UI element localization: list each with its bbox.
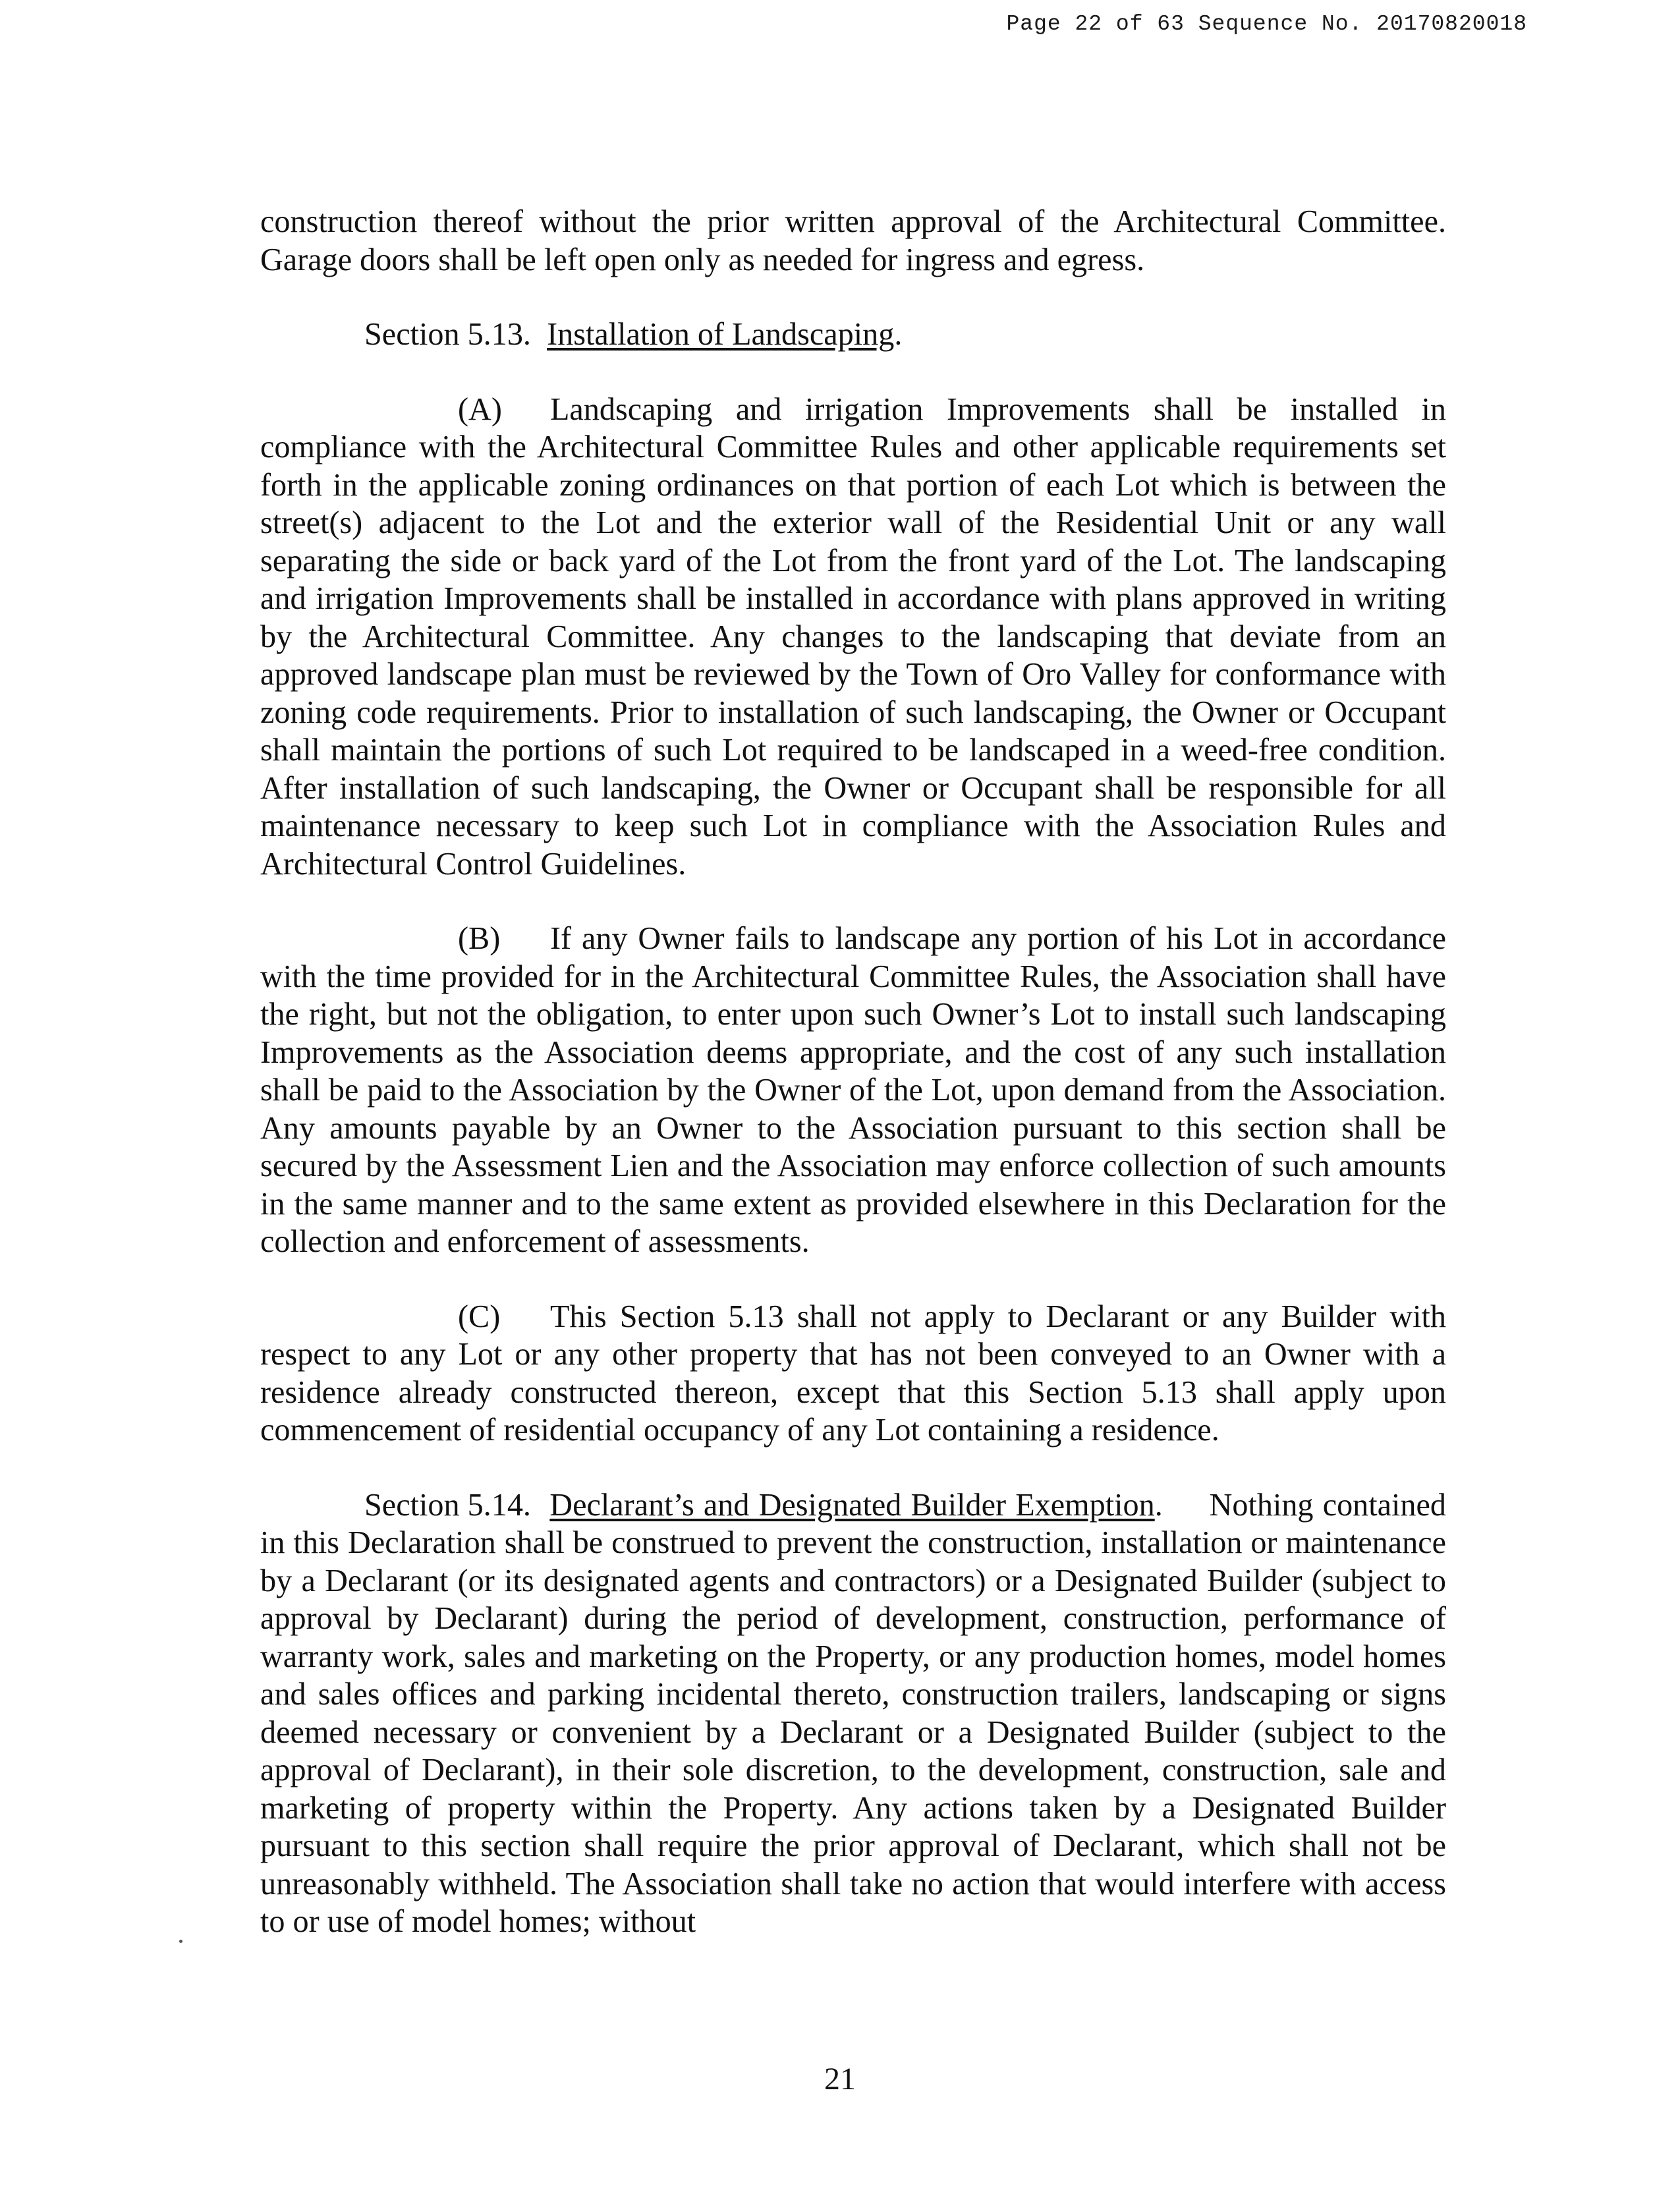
section-label: Section 5.13. bbox=[364, 317, 531, 352]
subsection-label: (C) bbox=[458, 1299, 501, 1334]
page-sequence-header: Page 22 of 63 Sequence No. 20170820018 bbox=[1006, 12, 1527, 36]
page-number: 21 bbox=[824, 2062, 856, 2096]
section-title: Declarant’s and Designated Builder Exemption bbox=[549, 1487, 1155, 1523]
subsection-a bbox=[260, 391, 1446, 884]
subsection-text: Landscaping and irrigation Improvements shall be installed in compliance with the Architectural Committee Rules and other applicable requirements set forth in the applicable zoning ordinances on that portion of each Lot which is between the street(s) adjacent to the Lot and the exterior wall of the Residential Unit or any wall separating the side or back yard of the Lot from the front yard of the Lot. The landscaping and irrigation Improvements shall be installed in accordance with plans approved in writing by the Architectural Committee. Any changes to the landscaping that deviate from an approved landscape plan must be reviewed by the Town of Oro Valley for conformance with zoning code requirements. Prior to installation of such landscaping, the Owner or Occupant shall maintain the portions of such Lot required to be landscaped in a weed-free condition. After installation of such landscaping, the Owner or Occupant shall be responsible for all maintenance necessary to keep such Lot in compliance with the Association Rules and Architectural Control Guidelines. bbox=[260, 391, 1446, 882]
continuation-paragraph: construction thereof without the prior written approval of the Architectural Committee. Garage doors shall be left open only as needed for ingress and egress. bbox=[260, 204, 1446, 277]
section-label: Section 5.14. bbox=[364, 1487, 531, 1523]
section-5-14-paragraph bbox=[260, 1486, 1446, 1941]
section-title: Installation of Landscaping bbox=[547, 317, 895, 352]
subsection-label: (A) bbox=[458, 391, 502, 427]
subsection-b bbox=[260, 920, 1446, 1261]
section-title-punct: . bbox=[894, 317, 903, 352]
section-text: Nothing contained in this Declaration shall be construed to prevent the construction, installation or maintenance by a Declarant (or its designated agents and contractors) or a Designated Builder (subject to approval by Declarant) during the period of development, construction, performance of warranty work, sales and marketing on the Property, or any production homes, model homes and sales offices and parking incidental thereto, construction trailers, landscaping or signs deemed necessary or convenient by a Declarant or a Designated Builder (subject to the approval of Declarant), in their sole discretion, to the development, construction, sale and marketing of property within the Property. Any actions taken by a Designated Builder pursuant to this section shall require the prior approval of Declarant, which shall not be unreasonably withheld. The Association shall take no action that would interfere with access to or use of model homes; without bbox=[260, 1487, 1447, 1939]
subsection-text: This Section 5.13 shall not apply to Declarant or any Builder with respect to any Lot or any other property that has not been conveyed to an Owner with a residence already constructed thereon, except that this Section 5.13 shall apply upon commencement of residential occupancy of any Lot containing a residence. bbox=[260, 1299, 1446, 1448]
subsection-label: (B) bbox=[458, 921, 501, 956]
subsection-text: If any Owner fails to landscape any portion of his Lot in accordance with the time provided for in the Architectural Committee Rules, the Association shall have the right, but not the obligation, to enter upon such Owner’s Lot to install such landscaping Improvements as the Association deems appropriate, and the cost of any such installation shall be paid to the Association by the Owner of the Lot, upon demand from the Association. Any amounts payable by an Owner to the Association pursuant to this section shall be secured by the Assessment Lien and the Association may enforce collection of such amounts in the same manner and to the same extent as provided elsewhere in this Declaration for the collection and enforcement of assessments. bbox=[260, 921, 1446, 1259]
scan-speck bbox=[179, 1940, 182, 1943]
section-5-13-heading bbox=[260, 316, 1446, 354]
section-title-punct: . bbox=[1154, 1487, 1163, 1523]
subsection-c bbox=[260, 1298, 1446, 1449]
document-body bbox=[260, 203, 1446, 1941]
